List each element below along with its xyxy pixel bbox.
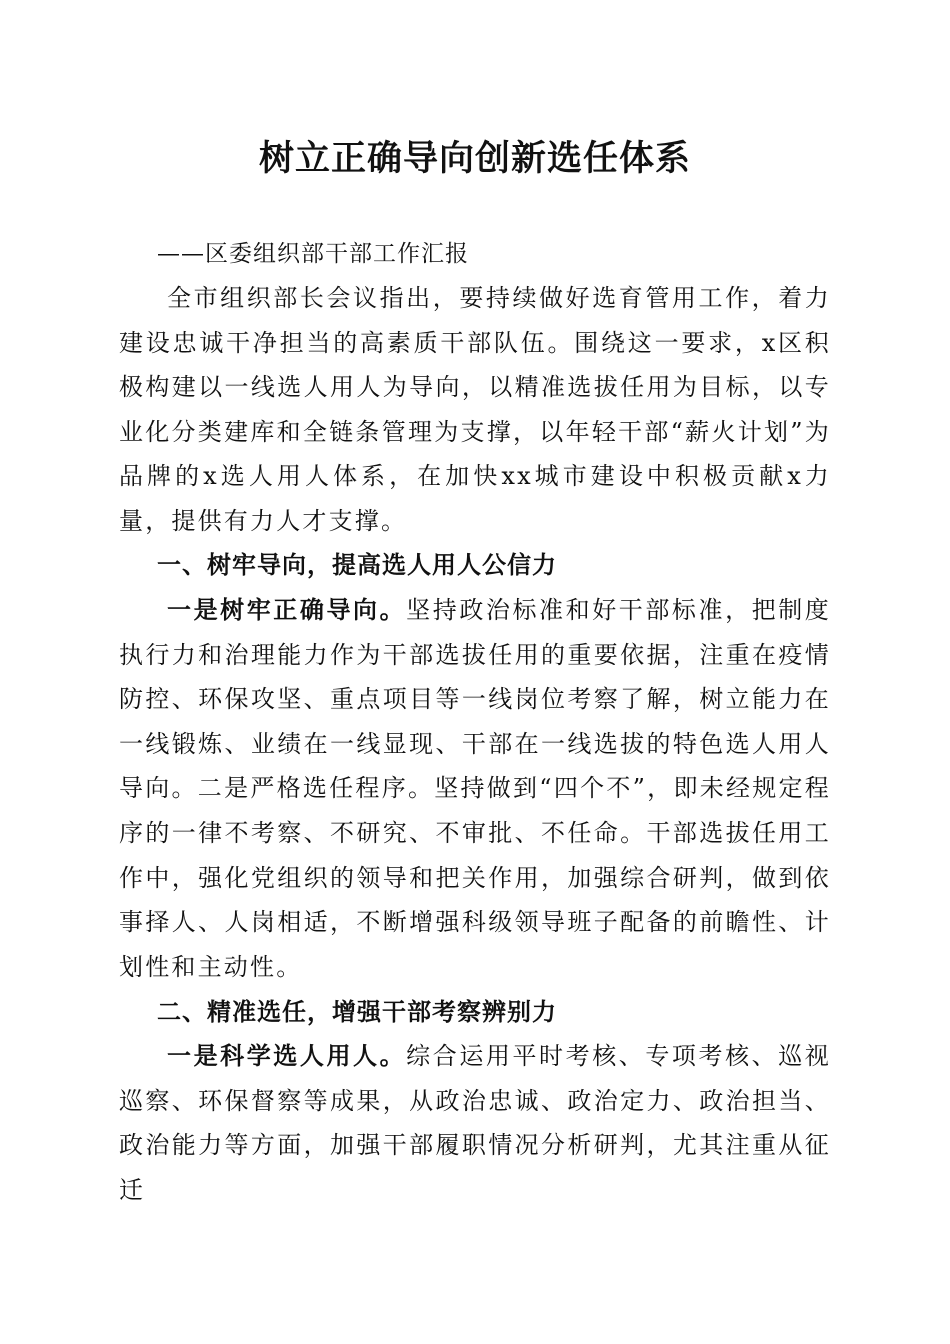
section-heading-2: 二、精准选任，增强干部考察辨别力 [157, 998, 557, 1026]
document-subtitle: ——区委组织部干部工作汇报 [157, 241, 469, 267]
section-heading-1: 一、树牢导向，提高选人用人公信力 [157, 551, 557, 579]
section-2-body: 综合运用平时考核、专项考核、巡视巡察、环保督察等成果，从政治忠诚、政治定力、政治担当、政治能力等方面，加强干部履职情况分析研判，尤其注重从征迁 [119, 1042, 831, 1204]
section-2-lead: 一是科学选人用人。 [167, 1041, 407, 1070]
document-title: 树立正确导向创新选任体系 [258, 138, 691, 179]
intro-paragraph: 全市组织部长会议指出，要持续做好选育管用工作，着力建设忠诚干净担当的高素质干部队伍。围绕这一要求，x区积极构建以一线选人用人为导向，以精准选拔任用为目标，以专业化分类建库和全链条管理为支撑，以年轻干部“薪火计划”为品牌的x选人用人体系，在加快xx城市建设中积极贡献x力量，提供有力人才支撑。 [119, 284, 831, 535]
section-1-lead: 一是树牢正确导向。 [167, 595, 407, 624]
section-2-paragraph [119, 1034, 831, 1212]
section-1-paragraph [119, 588, 831, 989]
section-1-body: 坚持政治标准和好干部标准，把制度执行力和治理能力作为干部选拔任用的重要依据，注重在疫情防控、环保攻坚、重点项目等一线岗位考察了解，树立能力在一线锻炼、业绩在一线显现、干部在一线选拔的特色选人用人导向。二是严格选任程序。坚持做到“四个不”，即未经规定程序的一律不考察、不研究、不审批、不任命。干部选拔任用工作中，强化党组织的领导和把关作用，加强综合研判，做到依事择人、人岗相适，不断增强科级领导班子配备的前瞻性、计划性和主动性。 [119, 596, 831, 981]
